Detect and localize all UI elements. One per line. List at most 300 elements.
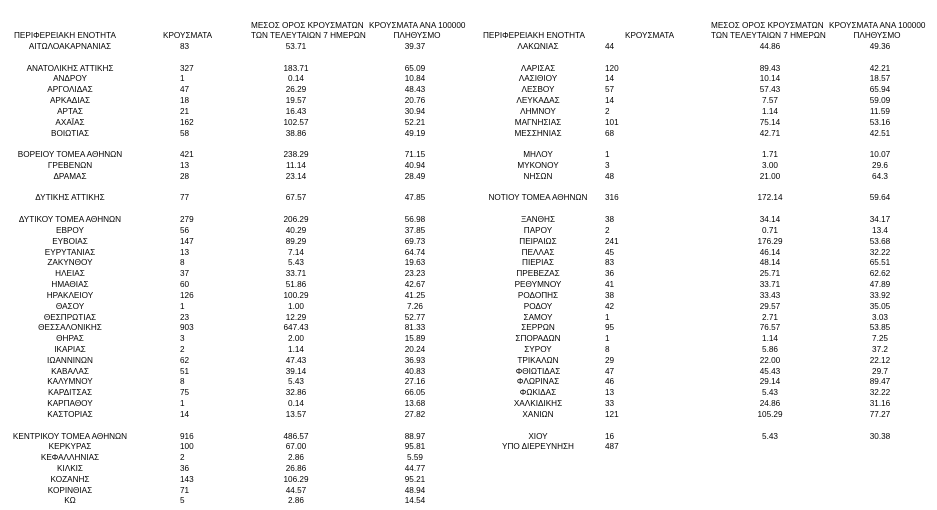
cases-value: 47 — [180, 85, 190, 95]
table-row — [465, 398, 937, 409]
avg-value: 0.14 — [288, 74, 304, 84]
avg-value: 0.14 — [288, 399, 304, 409]
header-per-line1: ΚΡΟΥΣΜΑΤΑ ΑΝΑ 100000 — [829, 21, 926, 30]
region-name: ΠΕΛΛΑΣ — [521, 247, 555, 257]
cases-value: 903 — [180, 323, 194, 333]
avg-value: 26.86 — [285, 463, 307, 473]
avg-value: 76.57 — [759, 323, 781, 333]
per-100k-value: 13.68 — [404, 399, 426, 409]
table-row — [0, 63, 465, 74]
per-100k-value: 27.16 — [404, 377, 426, 387]
region-name: ΛΑΣΙΘΙΟΥ — [518, 74, 558, 84]
table-row — [0, 171, 465, 182]
table-row — [465, 268, 937, 279]
avg-value: 32.86 — [285, 388, 307, 398]
per-100k-value: 81.33 — [404, 323, 426, 333]
per-100k-value: 48.43 — [404, 85, 426, 95]
cases-value: 101 — [605, 117, 619, 127]
table-row — [465, 192, 937, 203]
cases-value: 48 — [605, 171, 615, 181]
per-100k-value: 52.77 — [404, 312, 426, 322]
cases-value: 18 — [180, 96, 190, 106]
table-row — [465, 409, 937, 420]
avg-value: 46.14 — [759, 247, 781, 257]
avg-value: 647.43 — [283, 323, 309, 333]
region-name: ΣΠΟΡΑΔΩΝ — [515, 334, 561, 344]
region-name: ΑΝΑΤΟΛΙΚΗΣ ΑΤΤΙΚΗΣ — [26, 63, 114, 73]
region-name: ΕΥΡΥΤΑΝΙΑΣ — [44, 247, 96, 257]
avg-value: 39.14 — [285, 366, 307, 376]
per-100k-value: 33.92 — [869, 290, 891, 300]
cases-value: 38 — [605, 290, 615, 300]
cases-value: 1 — [180, 399, 185, 409]
table-row — [0, 387, 465, 398]
per-100k-value: 65.94 — [869, 85, 891, 95]
region-name: ΠΡΕΒΕΖΑΣ — [516, 269, 560, 279]
region-name: ΣΥΡΟΥ — [524, 344, 552, 354]
region-name: ΡΕΘΥΜΝΟΥ — [514, 280, 562, 290]
avg-value: 67.57 — [285, 193, 307, 203]
cases-value: 56 — [180, 225, 190, 235]
table-row — [465, 257, 937, 268]
per-100k-value: 95.21 — [404, 474, 426, 484]
region-name: ΣΕΡΡΩΝ — [521, 323, 555, 333]
cases-value: 3 — [180, 334, 185, 344]
table-row — [0, 95, 465, 106]
cases-value: 1 — [605, 334, 610, 344]
avg-value: 3.00 — [762, 161, 778, 171]
per-100k-value: 53.16 — [869, 117, 891, 127]
region-name: ΘΕΣΣΑΛΟΝΙΚΗΣ — [38, 323, 102, 333]
table-row — [0, 225, 465, 236]
avg-value: 5.43 — [288, 377, 304, 387]
per-100k-value: 18.57 — [869, 74, 891, 84]
table-row — [465, 279, 937, 290]
cases-value: 5 — [180, 496, 185, 506]
per-100k-value: 47.89 — [869, 280, 891, 290]
per-100k-value: 49.36 — [869, 42, 891, 51]
per-100k-value: 3.03 — [872, 312, 888, 322]
cases-value: 23 — [180, 312, 190, 322]
region-name: ΚΑΣΤΟΡΙΑΣ — [47, 409, 93, 419]
per-100k-value: 71.15 — [404, 150, 426, 160]
per-100k-value: 56.98 — [404, 215, 426, 225]
per-100k-value: 34.17 — [869, 215, 891, 225]
header-per-line2: ΠΛΗΘΥΣΜΟ — [853, 31, 901, 40]
cases-value: 487 — [605, 442, 619, 452]
table-row — [0, 192, 465, 203]
table-row — [0, 431, 465, 442]
cases-value: 14 — [180, 409, 190, 419]
per-100k-value: 30.94 — [404, 106, 426, 116]
avg-value: 2.86 — [288, 453, 304, 463]
table-row — [0, 52, 465, 63]
header-per-line1: ΚΡΟΥΣΜΑΤΑ ΑΝΑ 100000 — [369, 21, 466, 30]
per-100k-value: 53.68 — [869, 236, 891, 246]
avg-value: 2.86 — [288, 496, 304, 506]
cases-value: 916 — [180, 431, 194, 441]
avg-value: 105.29 — [757, 409, 783, 419]
table-row — [465, 344, 937, 355]
region-name: ΚΕΡΚΥΡΑΣ — [48, 442, 92, 452]
per-100k-value: 37.85 — [404, 225, 426, 235]
table-row — [0, 182, 465, 193]
table-row — [465, 41, 937, 52]
table-row — [465, 322, 937, 333]
region-name: ΔΥΤΙΚΟΥ ΤΟΜΕΑ ΑΘΗΝΩΝ — [18, 215, 122, 225]
avg-value: 89.43 — [759, 63, 781, 73]
cases-value: 58 — [180, 128, 190, 138]
cases-value: 147 — [180, 236, 194, 246]
region-name: ΦΛΩΡΙΝΑΣ — [516, 377, 560, 387]
region-name: ΘΑΣΟΥ — [55, 301, 85, 311]
header-cases: ΚΡΟΥΣΜΑΤΑ — [625, 31, 675, 40]
avg-value: 89.29 — [285, 236, 307, 246]
region-name: ΧΑΛΚΙΔΙΚΗΣ — [513, 399, 563, 409]
table-row — [465, 138, 937, 149]
avg-value: 5.43 — [288, 258, 304, 268]
table-row — [0, 301, 465, 312]
per-100k-value: 31.16 — [869, 399, 891, 409]
cases-value: 126 — [180, 290, 194, 300]
avg-value: 176.29 — [757, 236, 783, 246]
table-row — [465, 95, 937, 106]
table-row — [465, 160, 937, 171]
region-name: ΝΗΣΩΝ — [523, 171, 553, 181]
region-name: ΚΟΡΙΝΘΙΑΣ — [47, 485, 93, 495]
cases-value: 13 — [605, 388, 615, 398]
region-name: ΥΠΟ ΔΙΕΡΕΥΝΗΣΗ — [502, 442, 574, 452]
per-100k-value: 13.4 — [872, 225, 888, 235]
table-row — [465, 333, 937, 344]
cases-value: 3 — [605, 161, 610, 171]
region-name: ΝΟΤΙΟΥ ΤΟΜΕΑ ΑΘΗΝΩΝ — [488, 193, 588, 203]
per-100k-value: 49.19 — [404, 128, 426, 138]
cases-value: 44 — [605, 42, 615, 51]
cases-value: 37 — [180, 269, 190, 279]
region-name: ΑΝΔΡΟΥ — [53, 74, 87, 84]
table-row — [465, 376, 937, 387]
per-100k-value: 7.25 — [872, 334, 888, 344]
cases-value: 14 — [605, 96, 615, 106]
avg-value: 486.57 — [283, 431, 309, 441]
header-avg-line1: ΜΕΣΟΣ ΟΡΟΣ ΚΡΟΥΣΜΑΤΩΝ — [251, 21, 364, 30]
avg-value: 51.86 — [285, 280, 307, 290]
avg-value: 33.71 — [759, 280, 781, 290]
per-100k-value: 28.49 — [404, 171, 426, 181]
per-100k-value: 64.3 — [872, 171, 888, 181]
table-row — [0, 409, 465, 420]
avg-value: 29.14 — [759, 377, 781, 387]
avg-value: 29.57 — [759, 301, 781, 311]
cases-value: 45 — [605, 247, 615, 257]
table-row — [465, 84, 937, 95]
region-name: ΤΡΙΚΑΛΩΝ — [517, 355, 559, 365]
per-100k-value: 10.84 — [404, 74, 426, 84]
region-name: ΓΡΕΒΕΝΩΝ — [47, 161, 93, 171]
table-row — [0, 106, 465, 117]
per-100k-value: 7.26 — [407, 301, 423, 311]
header-region: ΠΕΡΙΦΕΡΕΙΑΚΗ ΕΝΟΤΗΤΑ — [14, 31, 116, 40]
per-100k-value: 36.93 — [404, 355, 426, 365]
region-name: ΧΑΝΙΩΝ — [522, 409, 554, 419]
table-row — [465, 420, 937, 431]
cases-value: 1 — [605, 150, 610, 160]
cases-value: 14 — [605, 74, 615, 84]
avg-value: 1.00 — [288, 301, 304, 311]
region-name: ΛΑΡΙΣΑΣ — [520, 63, 556, 73]
region-name: ΑΙΤΩΛΟΑΚΑΡΝΑΝΙΑΣ — [28, 42, 112, 51]
region-name: ΑΡΤΑΣ — [57, 106, 83, 116]
table-row — [0, 138, 465, 149]
avg-value: 100.29 — [283, 290, 309, 300]
per-100k-value: 53.85 — [869, 323, 891, 333]
avg-value: 23.14 — [285, 171, 307, 181]
cases-value: 13 — [180, 247, 190, 257]
avg-value: 33.71 — [285, 269, 307, 279]
table-row — [465, 203, 937, 214]
region-name: ΒΟΡΕΙΟΥ ΤΟΜΕΑ ΑΘΗΝΩΝ — [17, 150, 123, 160]
header-cases: ΚΡΟΥΣΜΑΤΑ — [163, 31, 213, 40]
avg-value: 1.71 — [762, 150, 778, 160]
cases-value: 83 — [605, 258, 615, 268]
table-row — [0, 333, 465, 344]
region-name: ΙΚΑΡΙΑΣ — [54, 344, 86, 354]
avg-value: 75.14 — [759, 117, 781, 127]
per-100k-value: 41.25 — [404, 290, 426, 300]
region-name: ΗΜΑΘΙΑΣ — [51, 280, 89, 290]
table-row — [465, 236, 937, 247]
per-100k-value: 32.22 — [869, 247, 891, 257]
header-avg-line1: ΜΕΣΟΣ ΟΡΟΣ ΚΡΟΥΣΜΑΤΩΝ — [711, 21, 824, 30]
region-name: ΗΡΑΚΛΕΙΟΥ — [46, 290, 94, 300]
table-row — [465, 214, 937, 225]
per-100k-value: 88.97 — [404, 431, 426, 441]
cases-value: 36 — [605, 269, 615, 279]
region-name: ΦΩΚΙΔΑΣ — [519, 388, 557, 398]
avg-value: 48.14 — [759, 258, 781, 268]
region-name: ΠΑΡΟΥ — [523, 225, 553, 235]
per-100k-value: 23.23 — [404, 269, 426, 279]
table-row — [465, 117, 937, 128]
region-name: ΛΕΣΒΟΥ — [521, 85, 555, 95]
region-name: ΜΗΛΟΥ — [523, 150, 553, 160]
avg-value: 106.29 — [283, 474, 309, 484]
region-name: ΚΕΦΑΛΛΗΝΙΑΣ — [40, 453, 100, 463]
avg-value: 2.00 — [288, 334, 304, 344]
avg-value: 67.00 — [285, 442, 307, 452]
per-100k-value: 48.94 — [404, 485, 426, 495]
cases-value: 8 — [180, 258, 185, 268]
table-row — [0, 73, 465, 84]
avg-value: 26.29 — [285, 85, 307, 95]
cases-value: 62 — [180, 355, 190, 365]
region-name: ΛΕΥΚΑΔΑΣ — [516, 96, 560, 106]
table-row — [0, 236, 465, 247]
cases-value: 143 — [180, 474, 194, 484]
per-100k-value: 64.74 — [404, 247, 426, 257]
table-row — [0, 160, 465, 171]
avg-value: 238.29 — [283, 150, 309, 160]
table-row — [465, 63, 937, 74]
cases-value: 57 — [605, 85, 615, 95]
cases-value: 47 — [605, 366, 615, 376]
avg-value: 12.29 — [285, 312, 307, 322]
per-100k-value: 65.09 — [404, 63, 426, 73]
cases-value: 13 — [180, 161, 190, 171]
avg-value: 47.43 — [285, 355, 307, 365]
avg-value: 183.71 — [283, 63, 309, 73]
table-row — [465, 247, 937, 258]
cases-value: 8 — [180, 377, 185, 387]
table-row — [465, 182, 937, 193]
table-row — [0, 366, 465, 377]
region-name: ΘΗΡΑΣ — [56, 334, 84, 344]
per-100k-value: 40.83 — [404, 366, 426, 376]
cases-value: 42 — [605, 301, 615, 311]
region-name: ΛΗΜΝΟΥ — [520, 106, 556, 116]
avg-value: 5.86 — [762, 344, 778, 354]
avg-value: 44.57 — [285, 485, 307, 495]
region-name: ΛΑΚΩΝΙΑΣ — [517, 42, 559, 51]
per-100k-value: 47.85 — [404, 193, 426, 203]
cases-value: 71 — [180, 485, 190, 495]
region-name: ΡΟΔΟΥ — [523, 301, 553, 311]
per-100k-value: 42.51 — [869, 128, 891, 138]
table-row — [0, 420, 465, 431]
per-100k-value: 22.12 — [869, 355, 891, 365]
avg-value: 13.57 — [285, 409, 307, 419]
avg-value: 42.71 — [759, 128, 781, 138]
per-100k-value: 65.51 — [869, 258, 891, 268]
table-row — [465, 301, 937, 312]
cases-value: 68 — [605, 128, 615, 138]
per-100k-value: 20.24 — [404, 344, 426, 354]
avg-value: 7.57 — [762, 96, 778, 106]
region-name: ΚΟΖΑΝΗΣ — [50, 474, 90, 484]
avg-value: 10.14 — [759, 74, 781, 84]
avg-value: 45.43 — [759, 366, 781, 376]
cases-value: 162 — [180, 117, 194, 127]
avg-value: 5.43 — [762, 431, 778, 441]
per-100k-value: 27.82 — [404, 409, 426, 419]
avg-value: 206.29 — [283, 215, 309, 225]
cases-value: 21 — [180, 106, 190, 116]
table-row — [0, 279, 465, 290]
table-row — [465, 128, 937, 139]
per-100k-value: 62.62 — [869, 269, 891, 279]
region-name: ΙΩΑΝΝΙΝΩΝ — [47, 355, 93, 365]
header-per-line2: ΠΛΗΘΥΣΜΟ — [393, 31, 441, 40]
avg-value: 40.29 — [285, 225, 307, 235]
avg-value: 22.00 — [759, 355, 781, 365]
per-100k-value: 37.2 — [872, 344, 888, 354]
per-100k-value: 29.6 — [872, 161, 888, 171]
table-row — [0, 322, 465, 333]
table-row — [465, 73, 937, 84]
table-row — [0, 312, 465, 323]
avg-value: 44.86 — [759, 42, 781, 51]
table-row — [0, 247, 465, 258]
table-row — [0, 290, 465, 301]
cases-value: 28 — [180, 171, 190, 181]
per-100k-value: 42.67 — [404, 280, 426, 290]
cases-value: 95 — [605, 323, 615, 333]
region-name: ΘΕΣΠΡΩΤΙΑΣ — [43, 312, 97, 322]
cases-value: 120 — [605, 63, 619, 73]
per-100k-value: 95.81 — [404, 442, 426, 452]
avg-value: 0.71 — [762, 225, 778, 235]
avg-value: 38.86 — [285, 128, 307, 138]
per-100k-value: 5.59 — [407, 453, 423, 463]
per-100k-value: 40.94 — [404, 161, 426, 171]
cases-value: 60 — [180, 280, 190, 290]
table-row — [0, 485, 465, 496]
cases-value: 46 — [605, 377, 615, 387]
cases-value: 327 — [180, 63, 194, 73]
avg-value: 53.71 — [285, 42, 307, 51]
table-row — [465, 290, 937, 301]
table-row — [465, 106, 937, 117]
avg-value: 19.57 — [285, 96, 307, 106]
table-row — [465, 366, 937, 377]
region-name: ΒΟΙΩΤΙΑΣ — [50, 128, 90, 138]
header-avg-line2: ΤΩΝ ΤΕΛΕΥΤΑΙΩΝ 7 ΗΜΕΡΩΝ — [711, 31, 826, 40]
avg-value: 2.71 — [762, 312, 778, 322]
avg-value: 172.14 — [757, 193, 783, 203]
per-100k-value: 77.27 — [869, 409, 891, 419]
cases-value: 121 — [605, 409, 619, 419]
region-name: ΚΑΒΑΛΑΣ — [51, 366, 89, 376]
region-name: ΠΕΙΡΑΙΩΣ — [519, 236, 557, 246]
avg-value: 11.14 — [286, 161, 306, 171]
cases-value: 41 — [605, 280, 615, 290]
avg-value: 102.57 — [283, 117, 309, 127]
table-row — [0, 495, 465, 506]
region-name: ΑΡΓΟΛΙΔΑΣ — [47, 85, 93, 95]
per-100k-value: 30.38 — [869, 431, 891, 441]
per-100k-value: 11.59 — [870, 106, 890, 116]
per-100k-value: 52.21 — [404, 117, 426, 127]
avg-value: 16.43 — [285, 106, 307, 116]
table-row — [465, 441, 937, 452]
per-100k-value: 35.05 — [869, 301, 891, 311]
per-100k-value: 44.77 — [404, 463, 426, 473]
avg-value: 34.14 — [759, 215, 781, 225]
table-row — [0, 149, 465, 160]
header-region: ΠΕΡΙΦΕΡΕΙΑΚΗ ΕΝΟΤΗΤΑ — [483, 31, 585, 40]
cases-value: 2 — [605, 225, 610, 235]
avg-value: 24.86 — [759, 399, 781, 409]
per-100k-value: 66.05 — [404, 388, 426, 398]
avg-value: 1.14 — [762, 106, 778, 116]
region-name: ΔΡΑΜΑΣ — [53, 171, 87, 181]
cases-value: 279 — [180, 215, 194, 225]
avg-value: 33.43 — [759, 290, 781, 300]
region-name: ΦΘΙΩΤΙΔΑΣ — [515, 366, 561, 376]
region-name: ΕΒΡΟΥ — [56, 225, 84, 235]
table-row — [0, 441, 465, 452]
table-row — [0, 257, 465, 268]
table-row — [0, 355, 465, 366]
table-row — [0, 463, 465, 474]
table-row — [465, 149, 937, 160]
cases-value: 75 — [180, 388, 190, 398]
per-100k-value: 59.64 — [869, 193, 891, 203]
region-name: ΚΑΡΠΑΘΟΥ — [47, 399, 93, 409]
table-row — [465, 171, 937, 182]
table-row — [465, 387, 937, 398]
